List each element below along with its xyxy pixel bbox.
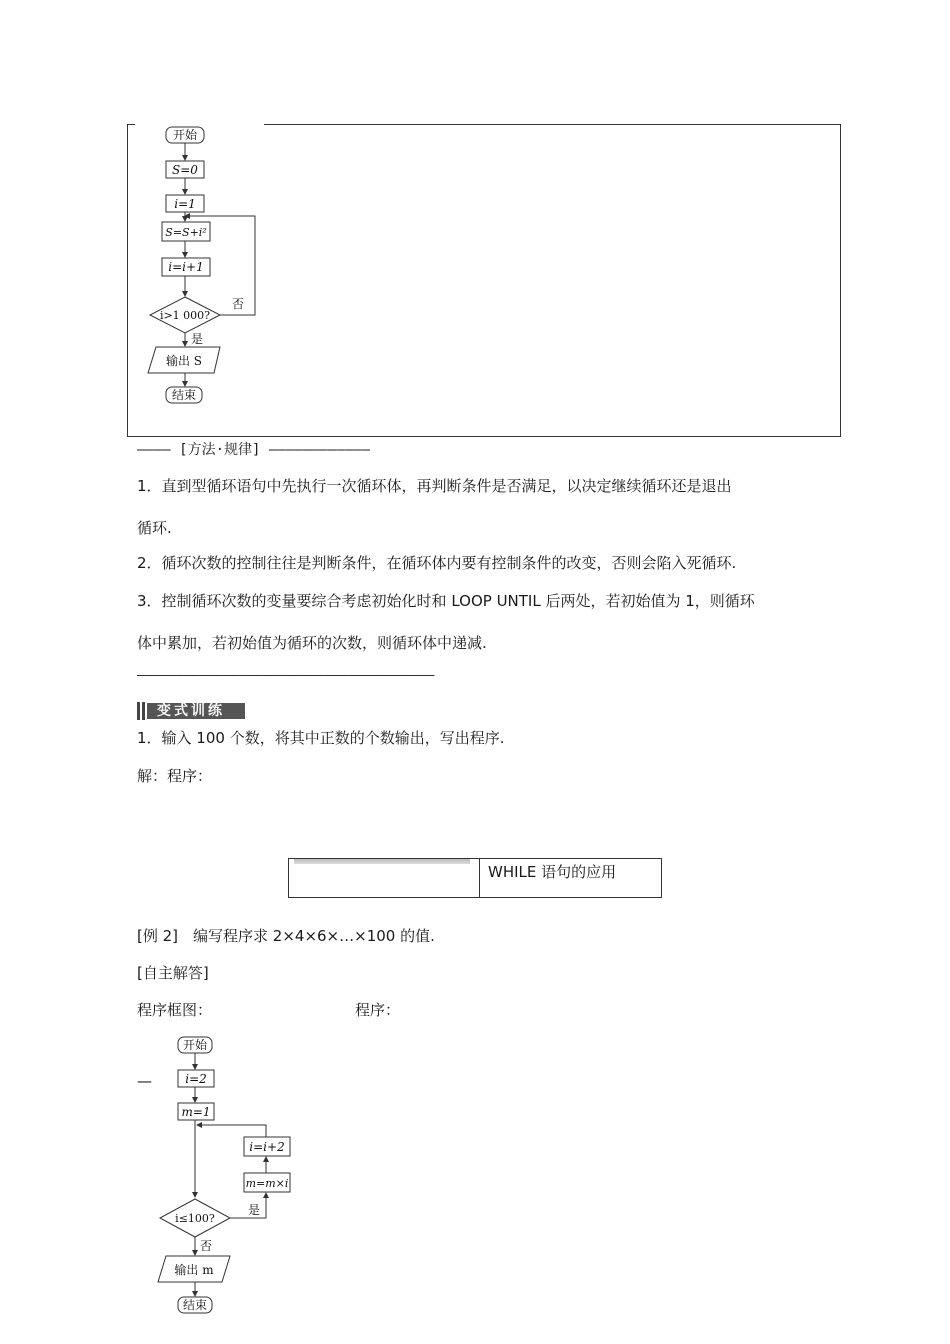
practice-heading: [137, 702, 245, 720]
topic-table-divider: [479, 858, 480, 898]
flow2-end: 结束: [182, 1298, 208, 1312]
box-top-border: [264, 124, 840, 125]
example2-title: [例 2] 编写程序求 2×4×6×…×100 的值.: [137, 927, 435, 945]
flow1-cond: i>1 000?: [159, 309, 211, 322]
flow2-output: 输出 m: [174, 1263, 214, 1277]
example2-program-label: 程序：: [355, 1001, 401, 1019]
practice-solution: 解：程序：: [137, 767, 213, 785]
practice-q1: 1．输入 100 个数，将其中正数的个数输出，写出程序.: [137, 729, 505, 747]
table-right-text: WHILE 语句的应用: [488, 863, 617, 881]
flow1-body: S=S+i²: [165, 226, 207, 239]
flowchart-1: [140, 124, 280, 408]
flow2-i2: i=2: [185, 1072, 207, 1086]
flow1-yes: 是: [190, 332, 204, 346]
example2-chart-label: 程序框图：: [137, 1001, 213, 1019]
example2-dash: —: [137, 1072, 152, 1090]
flow2-m1: m=1: [181, 1105, 211, 1119]
flow1-i1: i=1: [174, 197, 196, 211]
example2-self-answer: [自主解答]: [137, 964, 209, 982]
flow1-end: 结束: [171, 388, 197, 402]
flow1-inc: i=i+1: [168, 260, 204, 274]
practice-title: 变式训练: [157, 703, 225, 719]
method-item-1b: 循环.: [137, 519, 172, 537]
table-left-strip: [294, 859, 470, 864]
box-top-stub: [127, 124, 135, 125]
method-item-2: 2．循环次数的控制往往是判断条件，在循环体内要有控制条件的改变，否则会陷入死循环.: [137, 554, 737, 572]
method-header: ———— [方法·规律] ————————————: [137, 442, 371, 458]
flow2-no: 否: [199, 1239, 213, 1253]
flow1-output: 输出 S: [165, 354, 203, 368]
flow1-s0: S=0: [172, 163, 198, 177]
flow2-body: m=m×i: [245, 1177, 289, 1190]
flow2-inc: i=i+2: [249, 1140, 285, 1154]
method-footer: ——————————————————————————————————————: [137, 668, 435, 683]
method-item-1a: 1．直到型循环语句中先执行一次循环体，再判断条件是否满足，以决定继续循环还是退出: [137, 477, 732, 495]
flow1-no: 否: [231, 297, 245, 311]
method-item-3b: 体中累加，若初始值为循环的次数，则循环体中递减.: [137, 634, 487, 652]
flowchart-2: [150, 1032, 300, 1314]
method-item-3a: 3．控制循环次数的变量要综合考虑初始化时和 LOOP UNTIL 后两处，若初始值为 1，则循环: [137, 592, 755, 610]
flow1-start: 开始: [172, 128, 198, 142]
flow2-start: 开始: [182, 1038, 208, 1052]
flow2-yes: 是: [247, 1203, 261, 1217]
flow2-cond: i≤100?: [175, 1212, 215, 1225]
